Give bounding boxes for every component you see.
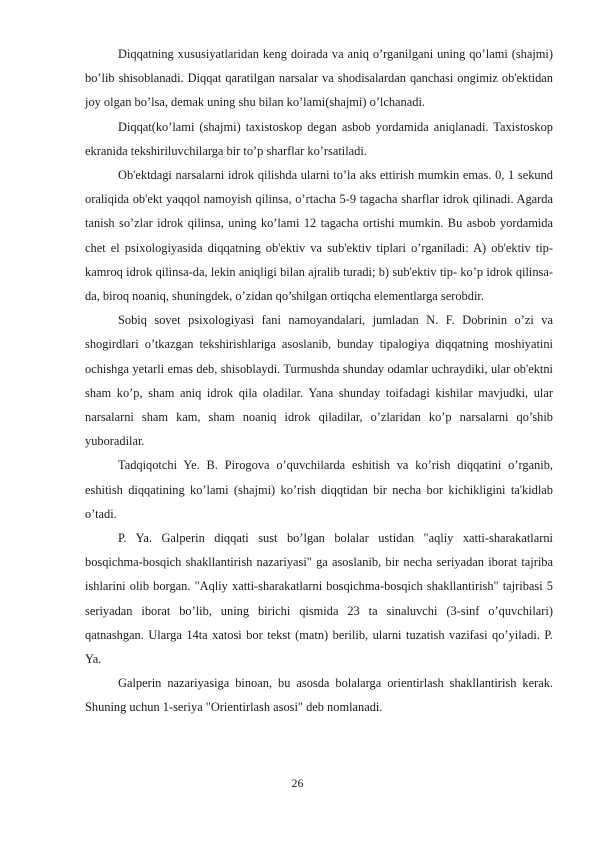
paragraph-dobrinin: Sobiq sovet psixologiyasi fani namoyandalari, jumladan N. F. Dobrinin o’zi va shogirdlari o’tkazgan tekshirishlariga asoslanib, bunday tipalogiya diqqatning moshiyatini ochishga yetarli emas deb, shisoblaydi. Turmushda shunday odamlar uchraydiki, ular ob'ektni sham ko’p, sham aniq idrok qila oladilar. Yana shunday toifadagi kishilar mavjudki, ular narsalarni sham kam, sham noaniq idrok qiladilar, o’zlaridan ko’p narsalarni qo’shib yuboradilar. xyxy=(85,313,553,449)
paragraph-pirogova: Tadqiqotchi Ye. B. Pirogova o’quvchilarda eshitish va ko’rish diqqatini o’rganib, eshitish diqqatining ko’lami (shajmi) ko’rish diqqtidan bir necha bor kichikligini ta'kidlab o’tadi. xyxy=(85,458,553,521)
paragraph-attention-volume: Diqqatning xususiyatlaridan keng doirada va aniq o’rganilgani uning qo’lami (shajmi) bo’lib shisoblanadi. Diqqat qaratilgan narsalar va shodisalardan qanchasi ongimiz ob'ektidan joy olgan bo’lsa, demak uning shu bilan ko’lami(shajmi) o’lchanadi. xyxy=(85,47,553,110)
paragraph-tachistoscope: Diqqat(ko’lami (shajmi) taxistoskop degan asbob yordamida aniqlanadi. Taxistoskop ekranida tekshiriluvchilarga bir to’p sharflar ko’rsatiladi. xyxy=(85,119,553,158)
body-text xyxy=(85,42,553,720)
paragraph-galperin-experiment: P. Ya. Galperin diqqati sust bo’lgan bolalar ustidan "aqliy xatti-sharakatlarni bosqichma-bosqich shakllantirish nazariyasi" ga asoslanib, bir necha seriyadan iborat tajriba ishlarini olib borgan. "Aqliy xatti-sharakatlarni bosqichma-bosqich shakllantirish" tajribasi 5 seriyadan iborat bo’lib, uning birichi qismida 23 ta sinaluvchi (3-sinf o’quvchilari) qatnashgan. Ularga 14ta xatosi bor tekst (matn) berilib, ularni tuzatish vazifasi qo’yiladi. P. Ya. xyxy=(85,531,553,667)
page-number: 26 xyxy=(291,776,304,790)
paragraph-perception-types: Ob'ektdagi narsalarni idrok qilishda ularni to’la aks ettirish mumkin emas. 0, 1 sekund oraliqida ob'ekt yaqqol namoyish qilinsa, o’rtacha 5-9 tagacha sharflar idrok qilinadi. Agarda tanish so’zlar idrok qilinsa, uning ko’lami 12 tagacha ortishi mumkin. Bu asbob yordamida chet el psixologiyasida diqqatning ob'ektiv va sub'ektiv tiplari o’rganiladi: A) ob'ektiv tip-kamroq idrok qilinsa-da, lekin aniqligi bilan ajralib turadi; b) sub'ektiv tip- ko’p idrok qilinsa-da, biroq noaniq, shuningdek, o’zidan qo’shilgan ortiqcha elementlarga serobdir. xyxy=(85,168,553,304)
paragraph-galperin-theory: Galperin nazariyasiga binoan, bu asosda bolalarga orientirlash shakllantirish kerak. Shuning uchun 1-seriya "Orientirlash asosi" deb nomlanadi. xyxy=(85,676,553,715)
